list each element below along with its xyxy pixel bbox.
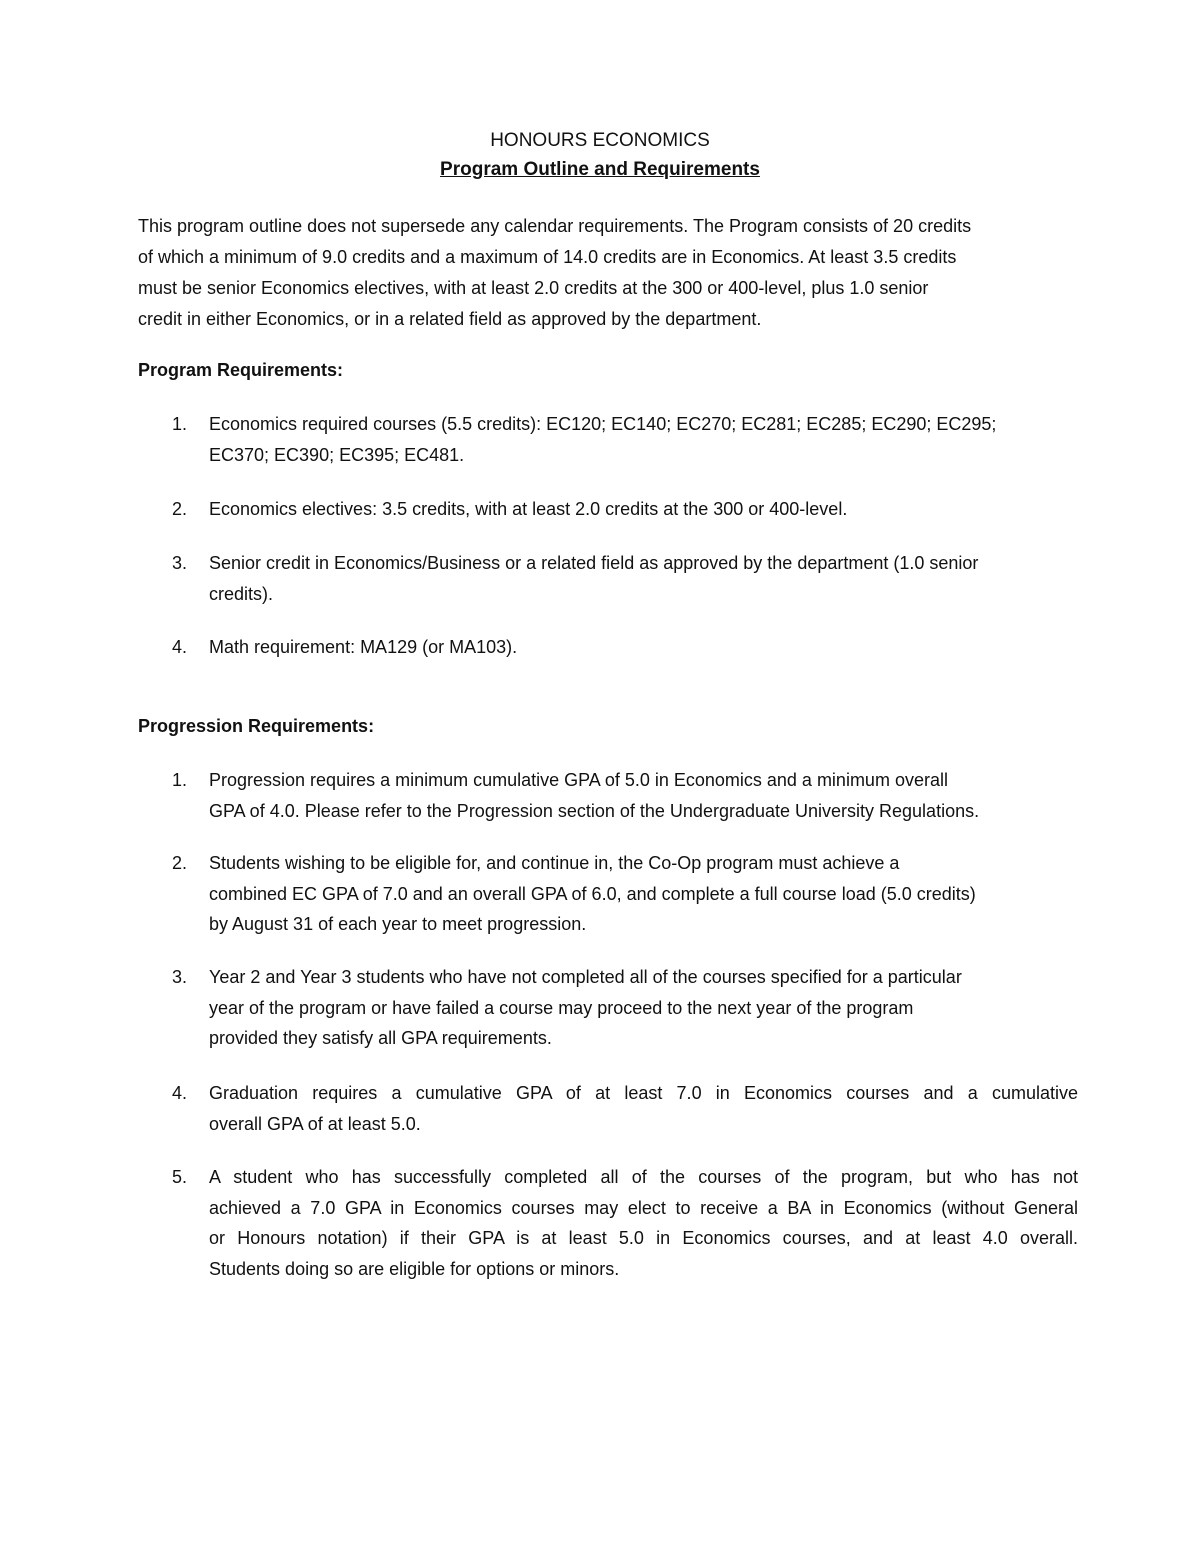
progression-requirement-item [138, 765, 1078, 826]
program-requirement-item [138, 494, 1078, 525]
list-number: 4. [172, 637, 188, 657]
progression-requirement-item [138, 1162, 1078, 1284]
list-item-line: by August 31 of each year to meet progression. [209, 914, 587, 934]
intro-line: credit in either Economics, or in a related field as approved by the department. [138, 309, 762, 329]
list-item-line: Students wishing to be eligible for, and continue in, the Co-Op program must achieve a [209, 853, 900, 873]
list-number: 2. [172, 853, 188, 873]
list-item-line: A student who has successfully completed all of the courses of the program, but who has not [209, 1167, 1078, 1187]
list-item-line: credits). [209, 583, 274, 604]
list-number: 1. [172, 770, 188, 790]
intro-line: must be senior Economics electives, with at least 2.0 credits at the 300 or 400-level, plus 1.0 senior [138, 278, 929, 298]
list-item-line: Math requirement: MA129 (or MA103). [209, 637, 518, 657]
intro-line: of which a minimum of 9.0 credits and a maximum of 14.0 credits are in Economics. At least 3.5 credits [138, 247, 957, 267]
list-item-line: provided they satisfy all GPA requirements. [209, 1028, 552, 1048]
list-number: 3. [172, 967, 188, 987]
program-requirements-heading: Program Requirements: [138, 360, 344, 380]
list-item-line: achieved a 7.0 GPA in Economics courses may elect to receive a BA in Economics (without General [209, 1197, 1078, 1218]
document-title: HONOURS ECONOMICS [490, 130, 710, 151]
list-item-line: Economics electives: 3.5 credits, with at least 2.0 credits at the 300 or 400-level. [209, 499, 848, 519]
list-item-line: GPA of 4.0. Please refer to the Progression section of the Undergraduate University Regulations. [209, 800, 980, 821]
document-subtitle: Program Outline and Requirements [440, 159, 760, 180]
list-item-line: combined EC GPA of 7.0 and an overall GPA of 6.0, and complete a full course load (5.0 credits) [209, 883, 976, 904]
list-item-line: Progression requires a minimum cumulative GPA of 5.0 in Economics and a minimum overall [209, 770, 948, 790]
list-item-line: Economics required courses (5.5 credits): EC120; EC140; EC270; EC281; EC285; EC290; EC295; [209, 414, 997, 434]
intro-paragraph [138, 211, 1073, 335]
list-number: 3. [172, 553, 188, 573]
list-item-line: Year 2 and Year 3 students who have not completed all of the courses specified for a particular [209, 967, 962, 987]
list-item-line: overall GPA of at least 5.0. [209, 1113, 421, 1134]
list-number: 2. [172, 499, 188, 519]
list-item-line: or Honours notation) if their GPA is at least 5.0 in Economics courses, and at least 4.0 overall. [209, 1228, 1078, 1248]
intro-line: This program outline does not supersede any calendar requirements. The Program consists of 20 credits [138, 216, 972, 236]
list-number: 1. [172, 414, 188, 434]
list-number: 4. [172, 1083, 188, 1103]
program-requirement-item [138, 548, 1078, 609]
list-item-line: EC370; EC390; EC395; EC481. [209, 444, 465, 465]
program-requirement-item [138, 632, 1078, 663]
list-item-line: Senior credit in Economics/Business or a related field as approved by the department (1.0 senior [209, 553, 979, 573]
progression-requirement-item [138, 848, 1078, 940]
progression-requirement-item [138, 1078, 1078, 1139]
list-item-line: Graduation requires a cumulative GPA of at least 7.0 in Economics courses and a cumulative [209, 1083, 1078, 1103]
list-item-line: year of the program or have failed a course may proceed to the next year of the program [209, 997, 914, 1018]
list-number: 5. [172, 1167, 188, 1187]
program-requirement-item [138, 409, 1078, 470]
progression-requirements-heading: Progression Requirements: [138, 716, 375, 736]
progression-requirement-item [138, 962, 1078, 1054]
list-item-line: Students doing so are eligible for options or minors. [209, 1258, 620, 1279]
